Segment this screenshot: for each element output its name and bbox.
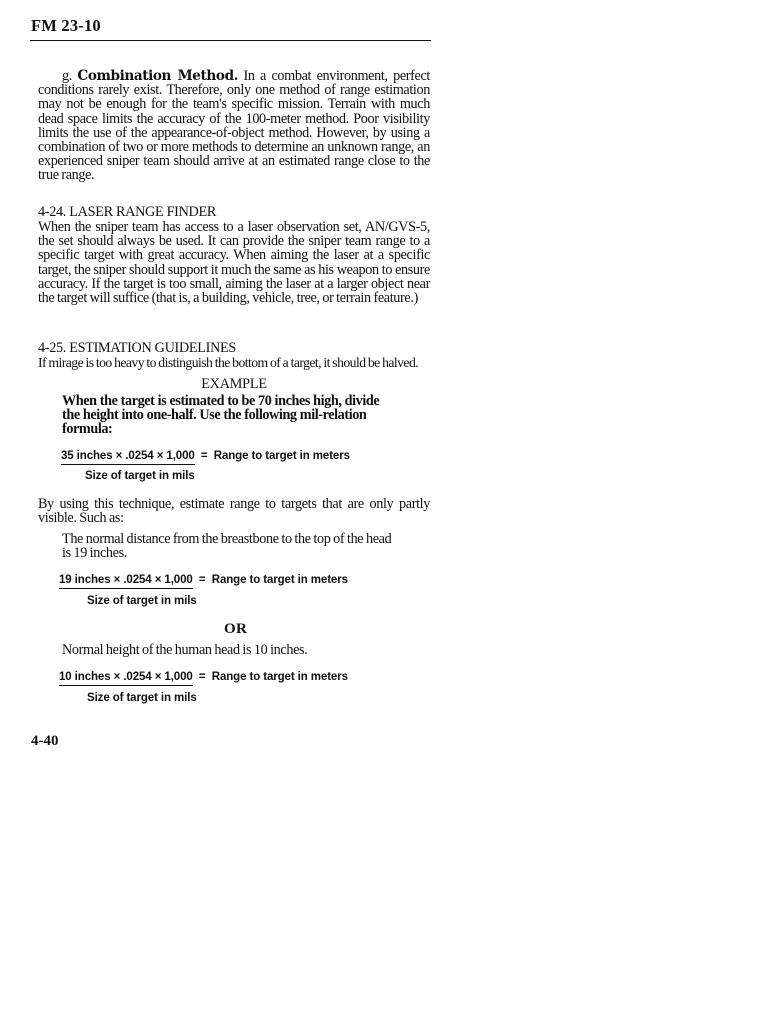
head-height-paragraph: Normal height of the human head is 10 inches.	[62, 642, 308, 658]
example-label: EXAMPLE	[201, 376, 267, 392]
combination-method-paragraph	[38, 69, 430, 183]
formula-3-numerator: 10 inches × .0254 × 1,000	[59, 671, 193, 686]
example-text-block	[62, 394, 392, 437]
estimation-paragraph: If mirage is too heavy to distinguish the bottom of a target, it should be halved.	[38, 355, 419, 370]
page-number: 4-40	[31, 733, 59, 749]
formula-2-denominator: Size of target in mils	[87, 595, 197, 607]
breastbone-block	[62, 532, 402, 560]
laser-paragraph: When the sniper team has access to a laser observation set, AN/GVS-5, the set should always be used. It can provide the sniper team range to a specific target with great accuracy. When aiming the laser at a specific target, the sniper should support it much the same as his weapon to ensure accuracy. If the target is too small, aiming the laser at a larger object near the target will suffice (that is, a building, vehicle, tree, or terrain feature.)	[38, 219, 430, 307]
head-height-block	[62, 643, 402, 657]
example-text: When the target is estimated to be 70 inches high, divide the height into one-half. Use the following mil-relation formula:	[62, 393, 380, 438]
formula-2-result: Range to target in meters	[211, 574, 348, 586]
header-rule	[30, 40, 431, 41]
formula-2-numerator: 19 inches × .0254 × 1,000	[59, 574, 193, 589]
combination-text: In a combat environment, perfect conditions rarely exist. Therefore, only one method of range estimation may not be enough for the team's specific mission. Terrain with much dead space limits the accuracy of the 100-meter method. Poor visibility limits the use of the appearance-of-object method. However, by using a combination of two or more methods to determine an unknown range, an experienced sniper team should arrive at an estimated range close to the true range.	[38, 68, 431, 184]
estimation-section-title: 4-25. ESTIMATION GUIDELINES	[38, 340, 236, 356]
combination-method-section	[38, 69, 430, 183]
breastbone-paragraph: The normal distance from the breastbone to the top of the head is 19 inches.	[62, 531, 392, 562]
formula-1-result: Range to target in meters	[213, 450, 350, 462]
formula-1	[61, 450, 350, 482]
combination-heading: Combination Method.	[77, 68, 239, 84]
combination-marker: g.	[62, 68, 72, 84]
formula-3	[59, 671, 348, 704]
formula-3-denominator: Size of target in mils	[87, 692, 197, 704]
page-header: FM 23-10	[31, 16, 101, 35]
laser-range-finder-section	[38, 205, 430, 305]
formula-1-numerator: 35 inches × .0254 × 1,000	[61, 450, 195, 465]
estimation-guidelines-section	[38, 341, 430, 370]
technique-block	[38, 497, 430, 525]
laser-section-title: 4-24. LASER RANGE FINDER	[38, 204, 217, 220]
formula-1-denominator: Size of target in mils	[85, 470, 195, 482]
formula-2-equals: =	[198, 574, 206, 586]
formula-3-result: Range to target in meters	[211, 671, 348, 683]
formula-3-equals: =	[198, 671, 206, 683]
technique-paragraph: By using this technique, estimate range to targets that are only partly visible. Such as:	[38, 496, 430, 527]
formula-2	[59, 574, 348, 607]
or-label: OR	[224, 621, 248, 637]
formula-1-equals: =	[200, 450, 208, 462]
